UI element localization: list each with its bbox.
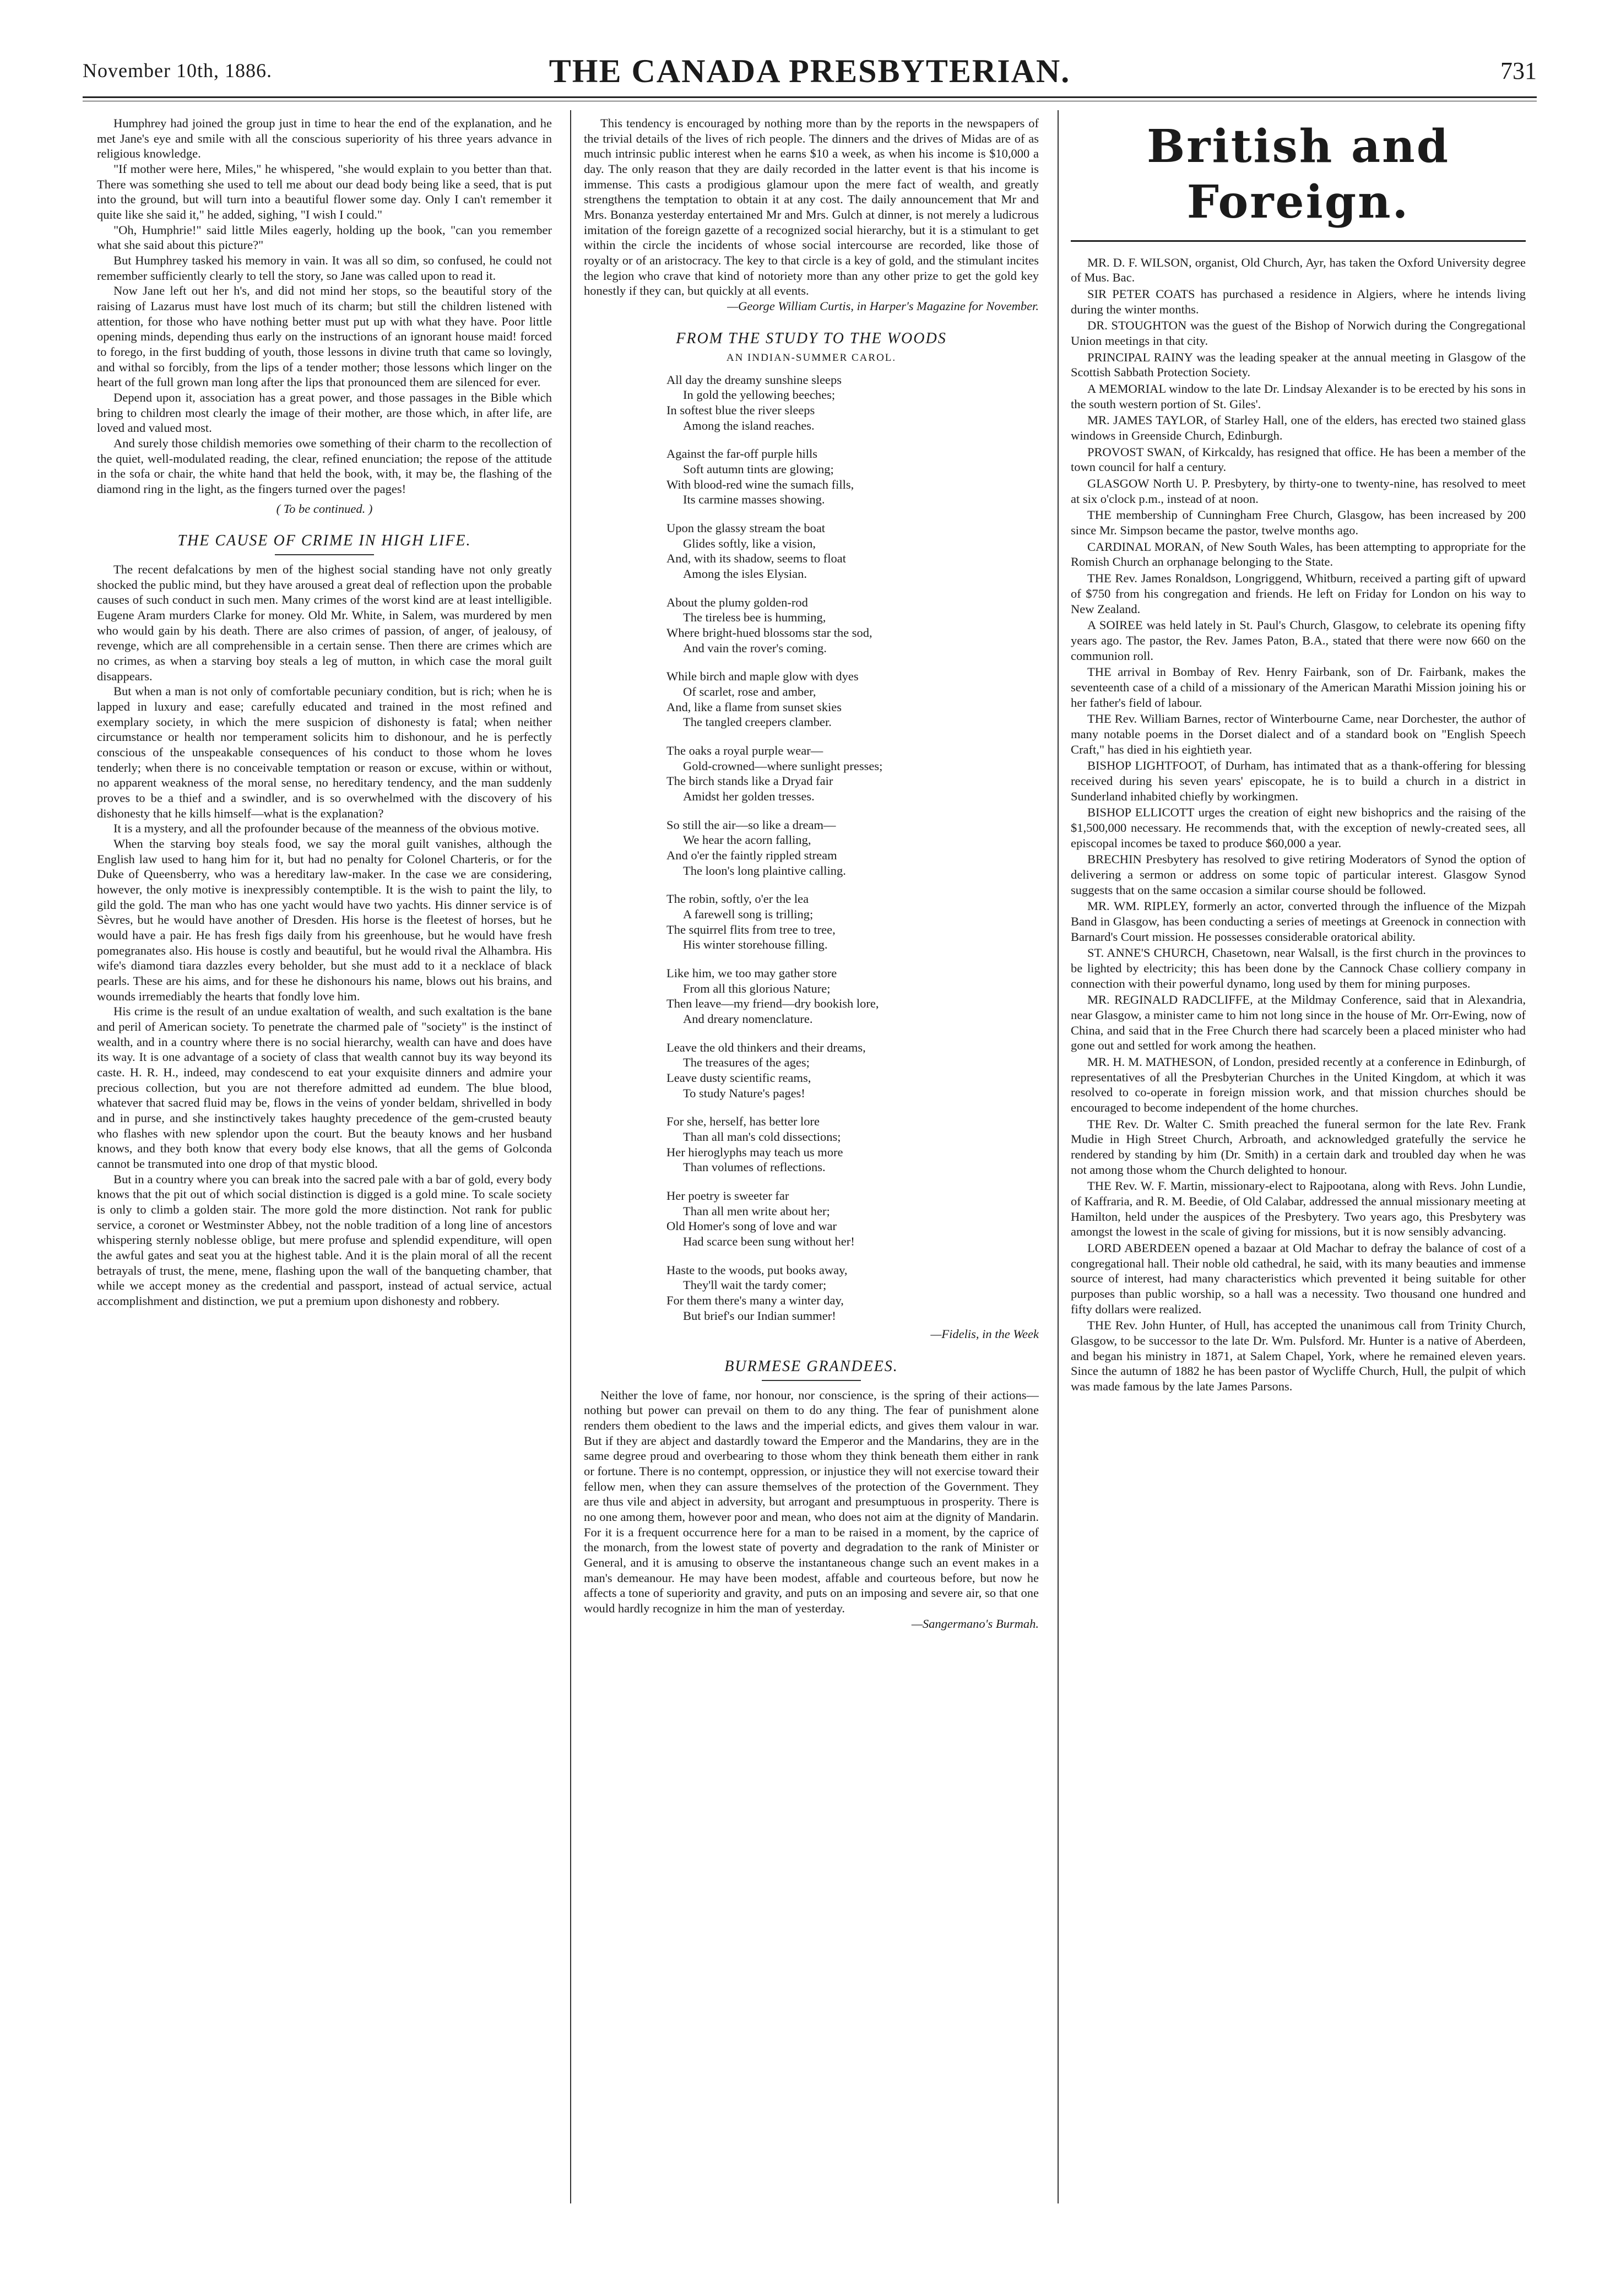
poem-line: And vain the rover's coming. <box>683 641 827 655</box>
news-item: THE Rev. James Ronaldson, Longriggend, Whitburn, received a parting gift of upward of $750 from his congregation and friends. He left on Friday for London on his way to New Zealand. <box>1071 571 1526 616</box>
poem-line: Her poetry is sweeter far <box>666 1189 789 1203</box>
article-attribution: —George William Curtis, in Harper's Magazine for November. <box>727 299 1039 313</box>
poem-line: Upon the glassy stream the boat <box>666 521 826 535</box>
article-paragraph: When the starving boy steals food, we say the moral guilt vanishes, although the English law used to hang him for it, but had no penalty for Colonel Charteris, or for the Duke of Queensberry, who was a hereditary law-maker. In the case we are considering, however, the only motive is inexpressibly contemptible. It is the wish to paint the lily, to gild the gold. The man who has one yacht would have two yachts. His dinner service is of Sèvres, but he would have another of Dresden. His horse is the fleetest of horses, but he would have a pair. He has fresh figs daily from his greenhouse, but he would have fresh pomegranates also. His house is costly and beautiful, but he would rival the Alhambra. His wife's diamond tiara dazzles every beholder, but she must add to it a necklace of black pearls. These are his aims, and for these he dishonours his name, blows out his brains, and wounds irremediably the hearts that fondly love him. <box>97 837 552 1003</box>
poem-line: They'll wait the tardy comer; <box>683 1278 827 1292</box>
news-item: A SOIREE was held lately in St. Paul's Church, Glasgow, to celebrate its opening fifty years ago. The pastor, the Rev. James Paton, B.A., stated that there were now 660 on the communion roll. <box>1071 618 1526 663</box>
poem-line: Her hieroglyphs may teach us more <box>666 1145 843 1159</box>
poem-line: The oaks a royal purple wear— <box>666 743 823 757</box>
news-item: GLASGOW North U. P. Presbytery, by thirty-one to twenty-nine, has resolved to meet at six o'clock p.m., instead of at noon. <box>1071 476 1526 506</box>
poem-stanza <box>666 1263 1039 1324</box>
story-paragraph: Depend upon it, association has a great power, and those passages in the Bible which bring to children most clearly the image of their mother, are those which, in after life, are loved and valued most. <box>97 391 552 435</box>
poem-line: The treasures of the ages; <box>683 1055 810 1070</box>
poem-line: Where bright-hued blossoms star the sod, <box>666 625 872 640</box>
poem-line: For she, herself, has better lore <box>666 1114 820 1129</box>
column-2 <box>584 116 1039 2209</box>
poem-stanza <box>666 1188 1039 1249</box>
news-item: THE membership of Cunningham Free Church, Glasgow, has been increased by 200 since Mr. Simpson became the pastor, twelve months ago. <box>1071 508 1526 538</box>
article-paragraph: His crime is the result of an undue exaltation of wealth, and such exaltation is the bane and peril of American society. To penetrate the charmed pale of "society" is the instinct of wealth, and in a country where there is no social hierarchy, wealth can have and does have its way. It is one advantage of a society of class that wealth cannot buy its way beyond its caste. H. R. H., indeed, may condescend to eat your exquisite dinners and admire your precious collection, but you are not therefore admitted ad eundem. The blue blood, whatever that sacred fluid may be, flows in the veins of yonder beldam, shrivelled in body and in purse, and she instinctively takes haughty precedence of the gem-crusted beauty who flashes with new splendor upon the court. But the beauty knows and her husband knows, and they both know that every body else knows, that all the gems of Golconda cannot be transmuted into one drop of that mystic blood. <box>97 1004 552 1171</box>
story-paragraph: And surely those childish memories owe something of their charm to the recollection of the quiet, well-modulated reading, the clear, refined enunciation; the repose of the attitude in the sofa or chair, the white hand that held the book, with, it may be, the flashing of the diamond ring in the light, as the fingers turned over the pages! <box>97 436 552 496</box>
section-heading: British and Foreign. <box>1146 120 1450 229</box>
poem-line: So still the air—so like a dream— <box>666 817 836 832</box>
news-item: ST. ANNE'S CHURCH, Chasetown, near Walsall, is the first church in the provinces to be lighted by electricity; this has been done by the Cannock Chase colliery company in connection with their powerful dynamo, long used by them for mining purposes. <box>1071 946 1526 990</box>
poem-line: The tireless bee is humming, <box>683 610 826 625</box>
poem-line: Among the isles Elysian. <box>683 566 807 581</box>
news-item: BISHOP LIGHTFOOT, of Durham, has intimated that as a thank-offering for blessing received during his seven years' episcopate, he is to build a church in a district in Sunderland inhabited chiefly by workingmen. <box>1071 759 1526 803</box>
poem-line: Like him, we too may gather store <box>666 966 837 981</box>
poem-line: Leave the old thinkers and their dreams, <box>666 1040 866 1054</box>
poem-line: And o'er the faintly rippled stream <box>666 848 837 862</box>
news-item: THE Rev. Dr. Walter C. Smith preached the funeral sermon for the late Rev. Frank Mudie in High Street Church, Arbroath, and acknowledged gratefully the service he rendered by standing by him (Dr. Smith) in a certain dark and troubled day when he was not among those whom the Church delighted to honour. <box>1071 1117 1526 1177</box>
poem-line: Gold-crowned—where sunlight presses; <box>683 759 883 773</box>
poem-line: Old Homer's song of love and war <box>666 1219 837 1233</box>
news-item: LORD ABERDEEN opened a bazaar at Old Machar to defray the balance of cost of a congregational hall. Their noble old cathedral, he said, with its many beauties and immense source of interest, had many characteristics which prevented it being suitable for other purposes than public worship, so a hall was a necessity. Two thousand one hundred and fifty dollars were realized. <box>1071 1241 1526 1316</box>
story-paragraph: Now Jane left out her h's, and did not mind her stops, so the beautiful story of the raising of Lazarus must have lost much of its charm; but still the children listened with attention, for those who have nothing better must put up with what they have. Poor little opening minds, depending thus early on the instructions of an ignorant house maid! forced to forego, in the first budding of youth, those lessons in divine truth that came so lovingly, and withal so forcibly, from the lips of a tender mother; those lessons which linger on the heart of the full grown man long after the lips that pronounced them are silenced for ever. <box>97 284 552 389</box>
poem-line: Its carmine masses showing. <box>683 492 825 507</box>
poem-title: FROM THE STUDY TO THE WOODS <box>676 329 947 347</box>
masthead-rule <box>83 96 1537 98</box>
story-paragraph: Humphrey had joined the group just in time to hear the end of the explanation, and he met Jane's eye and smile with all the conscious superiority of his three years advance in religious knowledge. <box>97 116 552 161</box>
newspaper-title: THE CANADA PRESBYTERIAN. <box>549 53 1071 89</box>
poem-line: All day the dreamy sunshine sleeps <box>666 372 842 387</box>
news-item: BRECHIN Presbytery has resolved to give retiring Moderators of Synod the option of delivering a sermon or address on some topic of particular interest. Glasgow Synod suggests that on the same occasion a similar course should be followed. <box>1071 852 1526 897</box>
poem-line: To study Nature's pages! <box>683 1086 805 1100</box>
news-item: MR. D. F. WILSON, organist, Old Church, Ayr, has taken the Oxford University degree of Mus. Bac. <box>1071 255 1526 285</box>
news-item: SIR PETER COATS has purchased a residence in Algiers, where he intends living during the winter months. <box>1071 287 1526 316</box>
article-paragraph: But when a man is not only of comfortable pecuniary condition, but is rich; when he is lapped in luxury and ease; carefully educated and trained in the most refined and exemplary society, in which the mere suspicion of dishonesty is fatal; when neither circumstance or health nor temperament solicits him to dishonour, and he is perfectly conscious of the unspeakable consequences of his conduct to those whom he loves tenderly; when there is no conceivable temptation or reason or excuse, within or without, no apparent weakness of the moral sense, no hereditary tendency, and the man suddenly proves to be a thief and a swindler, and is so overwhelmed with the discovery of his dishonesty that he kills himself—what is the explanation? <box>97 684 552 820</box>
poem-line: But brief's our Indian summer! <box>683 1308 836 1323</box>
column-divider <box>1058 110 1059 2203</box>
masthead <box>83 52 1537 91</box>
article-paragraph: Neither the love of fame, nor honour, nor conscience, is the spring of their actions—nothing but power can prevail on them to do any thing. The fear of punishment alone renders them obedient to the laws and the imperial edicts, and gives them valour in war. But if they are abject and dastardly toward the Emperor and the Mandarins, they are in the same degree proud and overbearing to those whom they think beneath them either in rank or fortune. There is no contempt, oppression, or injustice they will not exercise toward their fellow men, when they can assure themselves of the protection of the Government. They are thus vile and abject in adversity, but arrogant and presumptuous in prosperity. There is no one among them, however poor and mean, who does not aim at the dignity of Mandarin. For it is a frequent occurrence here for a man to be raised in a moment, by the caprice of the monarch, from the lowest state of poverty and degradation to the rank of Minister or General, and it is amusing to observe the instantaneous change such an event makes in a man's demeanour. He may have been modest, affable and courteous before, but now he affects a tone of superiority and gravity, and puts on an imposing and severe air, so that one would hardly recognize in him the man of yesterday. <box>584 1388 1039 1615</box>
article-attribution: —Sangermano's Burmah. <box>911 1616 1039 1631</box>
news-item: PRINCIPAL RAINY was the leading speaker at the annual meeting in Glasgow of the Scottish Sabbath Protection Society. <box>1071 350 1526 380</box>
poem-line: In softest blue the river sleeps <box>666 403 815 417</box>
news-item: THE Rev. W. F. Martin, missionary-elect to Rajpootana, along with Revs. John Lundie, of Kaffraria, and R. M. Beedie, of Old Calabar, addressed the annual missionary meeting at Hamilton, held under the auspices of the Presbytery. Two years ago, this Presbytery was amongst the lowest in the scale of giving for missions, but it is now sensibly advancing. <box>1071 1179 1526 1239</box>
poem-line: Among the island reaches. <box>683 418 815 432</box>
section-rule <box>1071 240 1526 242</box>
poem-line: Glides softly, like a vision, <box>683 536 816 550</box>
article-title: THE CAUSE OF CRIME IN HIGH LIFE. <box>177 532 471 550</box>
poem-stanza <box>666 669 1039 730</box>
poem-line: Of scarlet, rose and amber, <box>683 684 816 698</box>
poem-line: The loon's long plaintive calling. <box>683 863 846 878</box>
poem-stanza <box>666 966 1039 1027</box>
poem-line: The squirrel flits from tree to tree, <box>666 922 836 936</box>
title-rule <box>762 1380 861 1381</box>
story-paragraph: "If mother were here, Miles," he whispered, "she would explain to you better than that. There was something she used to tell me about our dead body being like a seed, that is put into the ground, but will turn into a beautiful flower some day. Only I can't remember it quite like she said it," he added, sighing, "I wish I could." <box>97 162 552 222</box>
poem-line: From all this glorious Nature; <box>683 981 831 995</box>
poem-line: With blood-red wine the sumach fills, <box>666 477 854 491</box>
column-3 <box>1071 116 1526 2209</box>
article-title: BURMESE GRANDEES. <box>724 1358 898 1376</box>
column-1 <box>97 116 552 2209</box>
poem-line: The tangled creepers clamber. <box>683 715 832 729</box>
poem-stanza <box>666 1040 1039 1101</box>
news-item: THE Rev. William Barnes, rector of Winterbourne Came, near Dorchester, the author of many notable poems in the Dorset dialect and of a standard book on "English Speech Craft," has died in his eightieth year. <box>1071 712 1526 756</box>
poem-stanza <box>666 1114 1039 1175</box>
poem-stanza <box>666 446 1039 507</box>
poem-line: Leave dusty scientific reams, <box>666 1071 811 1085</box>
news-item: A MEMORIAL window to the late Dr. Lindsay Alexander is to be erected by his sons in the south western portion of St. Giles'. <box>1071 382 1526 411</box>
story-paragraph: But Humphrey tasked his memory in vain. It was all so dim, so confused, he could not remember sufficiently clearly to tell the story, so Jane was called upon to read it. <box>97 253 552 283</box>
news-item: THE arrival in Bombay of Rev. Henry Fairbank, son of Dr. Fairbank, makes the seventeenth case of a child of a missionary of the American Marathi Mission joining his or her father's field of labour. <box>1071 665 1526 710</box>
poem-line: Soft autumn tints are glowing; <box>683 462 834 476</box>
poem-stanza <box>666 817 1039 879</box>
poem-line: The robin, softly, o'er the lea <box>666 892 809 906</box>
poem-subtitle: AN INDIAN-SUMMER CAROL. <box>726 352 897 364</box>
title-rule <box>275 554 374 555</box>
news-item: BISHOP ELLICOTT urges the creation of eight new bishoprics and the raising of the $1,500,000 necessary. He recommends that, with the exception of newly-created sees, all episcopal incomes be taxed to produce $60,000 a year. <box>1071 805 1526 850</box>
news-item: DR. STOUGHTON was the guest of the Bishop of Norwich during the Congregational Union meetings in that city. <box>1071 318 1526 348</box>
page-number: 731 <box>1500 57 1537 84</box>
news-item: MR. JAMES TAYLOR, of Starley Hall, one of the elders, has erected two stained glass windows in Greenside Church, Edinburgh. <box>1071 413 1526 443</box>
story-paragraph: "Oh, Humphrie!" said little Miles eagerly, holding up the book, "can you remember what she said about this picture?" <box>97 223 552 252</box>
poem-line: Then leave—my friend—dry bookish lore, <box>666 997 879 1011</box>
poem-line: About the plumy golden-rod <box>666 595 808 609</box>
poem-line: Against the far-off purple hills <box>666 447 818 461</box>
article-paragraph: But in a country where you can break into the sacred pale with a bar of gold, every body knows that the pit out of which social distinction is digged is a gold mine. To scale society is only to climb a golden stair. The more gold the more distinction. Not rank for public service, a coronet or Westminster Abbey, not the noble tradition of a long line of ancestors whispering sternly noblesse oblige, but mere profuse and splendid expenditure, will open the awful gates and seat you at the highest table. And it is the plain moral of all the recent betrayals of trust, the mene, mene, flashing upon the wall of the banqueting chamber, that while we accept money as the credential and passport, instead of actual service, actual accomplishment and distinction, we put a premium upon dishonesty and robbery. <box>97 1172 552 1308</box>
poem-line: Haste to the woods, put books away, <box>666 1263 848 1277</box>
news-item: PROVOST SWAN, of Kirkcaldy, has resigned that office. He has been a member of the town council for half a century. <box>1071 445 1526 474</box>
poem-line: A farewell song is trilling; <box>683 907 814 922</box>
to-be-continued: ( To be continued. ) <box>276 501 373 516</box>
news-item: MR. WM. RIPLEY, formerly an actor, converted through the influence of the Mizpah Band in Glasgow, has been conducting a series of meetings at Greenock in connection with Barnard's Court mission. He possesses considerable oratorical ability. <box>1071 899 1526 944</box>
poem-line: For them there's many a winter day, <box>666 1293 844 1308</box>
issue-date: November 10th, 1886. <box>83 59 272 82</box>
poem-attribution: —Fidelis, in the Week <box>930 1327 1039 1341</box>
column-divider <box>570 110 571 2203</box>
poem-line: Amidst her golden tresses. <box>683 789 815 803</box>
poem-line: The birch stands like a Dryad fair <box>666 774 833 788</box>
poem-line: Than all men write about her; <box>683 1204 830 1218</box>
poem-line: And dreary nomenclature. <box>683 1012 813 1026</box>
poem-stanza <box>666 743 1039 804</box>
poem-stanza <box>666 891 1039 952</box>
news-item: THE Rev. John Hunter, of Hull, has accepted the unanimous call from Trinity Church, Glasgow, to be successor to the late Dr. Wm. Pulsford. Mr. Hunter is a native of Aberdeen, and began his ministry in 1871, at Salem Chapel, York, where he remained eleven years. Since the autumn of 1882 he has been pastor of Wycliffe Church, Hull, the pulpit of which was made famous by the late James Parsons. <box>1071 1318 1526 1394</box>
article-paragraph: The recent defalcations by men of the highest social standing have not only greatly shocked the public mind, but they have aroused a great deal of reflection upon the probable causes of such conduct in such men. Many crimes of the worst kind are at least intelligible. Eugene Aram murders Clarke for money. Old Mr. White, in Salem, was murdered by men who would gain by his death. There are also crimes of passion, of anger, of jealousy, of revenge, which are all comprehensible in a certain sense. Then there are crimes which are no crimes, as when a starving boy steals a leg of mutton, in which case the moral guilt disappears. <box>97 562 552 683</box>
poem-line: While birch and maple glow with dyes <box>666 669 859 684</box>
article-paragraph: This tendency is encouraged by nothing more than by the reports in the newspapers of the trivial details of the lives of rich people. The dinners and the drives of Midas are of as much intrinsic public interest when he earns $10 a week, as when his income is $10,000 a day. The only reason that they are daily recorded in the latter event is that his income is immense. This casts a prodigious glamour upon the mere fact of wealth, and greatly strengthens the temptation to obtain it at any cost. The daily announcement that Mr and Mrs. Bonanza yesterday entertained Mr and Mrs. Gulch at dinner, is not merely a ludicrous imitation of the foreign gazette of a recognized social hierarchy, but it is a stimulant to get within the circle the incidents of whose social intercourse are recorded, like those of royalty or of an aristocracy. The key to that circle is a key of gold, and the stimulant incites the legion who crave that kind of notoriety more than any other prize to get the gold key honestly if they can, but quickly at all events. <box>584 116 1039 298</box>
poem-line: His winter storehouse filling. <box>683 938 828 952</box>
news-item: CARDINAL MORAN, of New South Wales, has been attempting to appropriate for the Romish Church an orphanage belonging to the State. <box>1071 539 1526 569</box>
poem-line: In gold the yellowing beeches; <box>683 388 836 402</box>
news-item: MR. H. M. MATHESON, of London, presided recently at a conference in Edinburgh, of representatives of all the Presbyterian Churches in the United Kingdom, at which it was resolved to co-operate in foreign mission work, and that mission churches should be encouraged to become independent of the home churches. <box>1071 1054 1526 1114</box>
poem-line: And, like a flame from sunset skies <box>666 700 842 714</box>
poem-line: Than all man's cold dissections; <box>683 1130 841 1144</box>
article-paragraph: It is a mystery, and all the profounder because of the meanness of the obvious motive. <box>113 821 539 836</box>
news-item: MR. REGINALD RADCLIFFE, at the Mildmay Conference, said that in Alexandria, near Glasgow, a minister came to him not long since in the house of Mr. Orr-Ewing, now of China, and said that in the Free Church there had scarcely been a placed minister who had gone out and settled for work among the heathen. <box>1071 993 1526 1053</box>
poem-line: And, with its shadow, seems to float <box>666 551 847 566</box>
poem-line: We hear the acorn falling, <box>683 833 811 847</box>
poem-line: Had scarce been sung without her! <box>683 1234 855 1249</box>
poem-stanza <box>666 372 1039 434</box>
poem-stanza <box>666 595 1039 656</box>
poem-stanza <box>666 521 1039 582</box>
poem-line: Than volumes of reflections. <box>683 1160 826 1174</box>
